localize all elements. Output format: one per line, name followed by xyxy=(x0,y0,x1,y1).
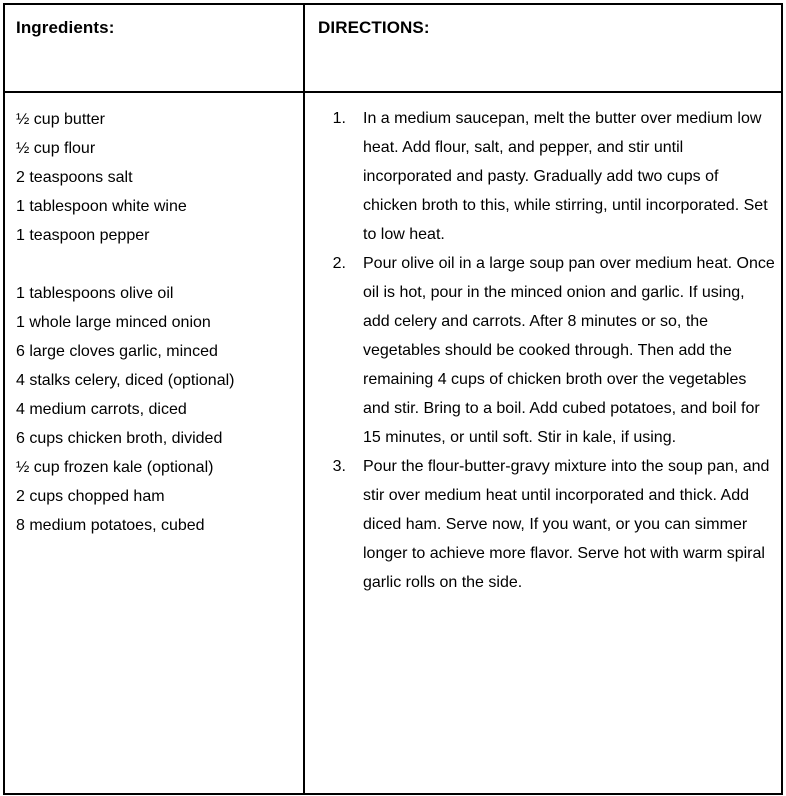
direction-step xyxy=(305,249,775,452)
ingredients-list xyxy=(5,93,303,540)
direction-step-number: 3. xyxy=(332,458,346,475)
direction-step-text: Pour olive oil in a large soup pan over medium heat. Once oil is hot, pour in the minced onion and garlic. If using, add celery and carrots. After 8 minutes or so, the vegetables should be cooked through. Then add the remaining 4 cups of chicken broth over the vegetables and stir. Bring to a boil. Add cubed potatoes, and boil for 15 minutes, or until soft. Stir in kale, if using. xyxy=(363,255,775,446)
ingredients-cell xyxy=(4,92,304,794)
table-content-row xyxy=(4,92,782,794)
ingredient-item: ½ cup flour xyxy=(16,140,96,157)
ingredients-heading: Ingredients: xyxy=(16,18,115,37)
ingredient-item: 4 stalks celery, diced (optional) xyxy=(16,372,235,389)
direction-step-text: Pour the flour-butter-gravy mixture into the soup pan, and stir over medium heat until incorporated and thick. Add diced ham. Serve now, If you want, or you can simmer longer to achieve more flavor. Serve hot with warm spiral garlic rolls on the side. xyxy=(363,458,770,591)
ingredient-item: 1 tablespoon white wine xyxy=(16,198,187,215)
ingredient-item: ½ cup frozen kale (optional) xyxy=(16,459,214,476)
direction-step xyxy=(305,452,775,597)
ingredients-header-cell xyxy=(4,4,304,92)
ingredient-item: 6 large cloves garlic, minced xyxy=(16,343,218,360)
directions-header-inner xyxy=(305,5,781,38)
direction-step-text: In a medium saucepan, melt the butter over medium low heat. Add flour, salt, and pepper, and stir until incorporated and pasty. Gradually add two cups of chicken broth to this, while stirring, until incorporated. Set to low heat. xyxy=(363,110,768,243)
ingredient-item: 1 whole large minced onion xyxy=(16,314,211,331)
ingredient-item: 6 cups chicken broth, divided xyxy=(16,430,223,447)
direction-step xyxy=(305,104,775,249)
ingredient-item: 1 teaspoon pepper xyxy=(16,227,150,244)
ingredient-item: 2 teaspoons salt xyxy=(16,169,133,186)
direction-step-number: 1. xyxy=(332,110,346,127)
ingredient-item: 8 medium potatoes, cubed xyxy=(16,517,205,534)
directions-heading: DIRECTIONS: xyxy=(318,18,430,37)
ingredient-item: 4 medium carrots, diced xyxy=(16,401,187,418)
ingredients-header-inner xyxy=(5,5,303,38)
direction-step-number: 2. xyxy=(332,255,346,272)
recipe-table-body xyxy=(4,4,782,794)
ingredient-item: ½ cup butter xyxy=(16,111,105,128)
recipe-table xyxy=(3,3,783,795)
directions-header-cell xyxy=(304,4,782,92)
directions-list xyxy=(305,93,781,597)
ingredient-item: 1 tablespoons olive oil xyxy=(16,285,174,302)
table-header-row xyxy=(4,4,782,92)
ingredient-item: 2 cups chopped ham xyxy=(16,488,165,505)
ingredient-group-spacer xyxy=(16,250,303,279)
directions-cell xyxy=(304,92,782,794)
